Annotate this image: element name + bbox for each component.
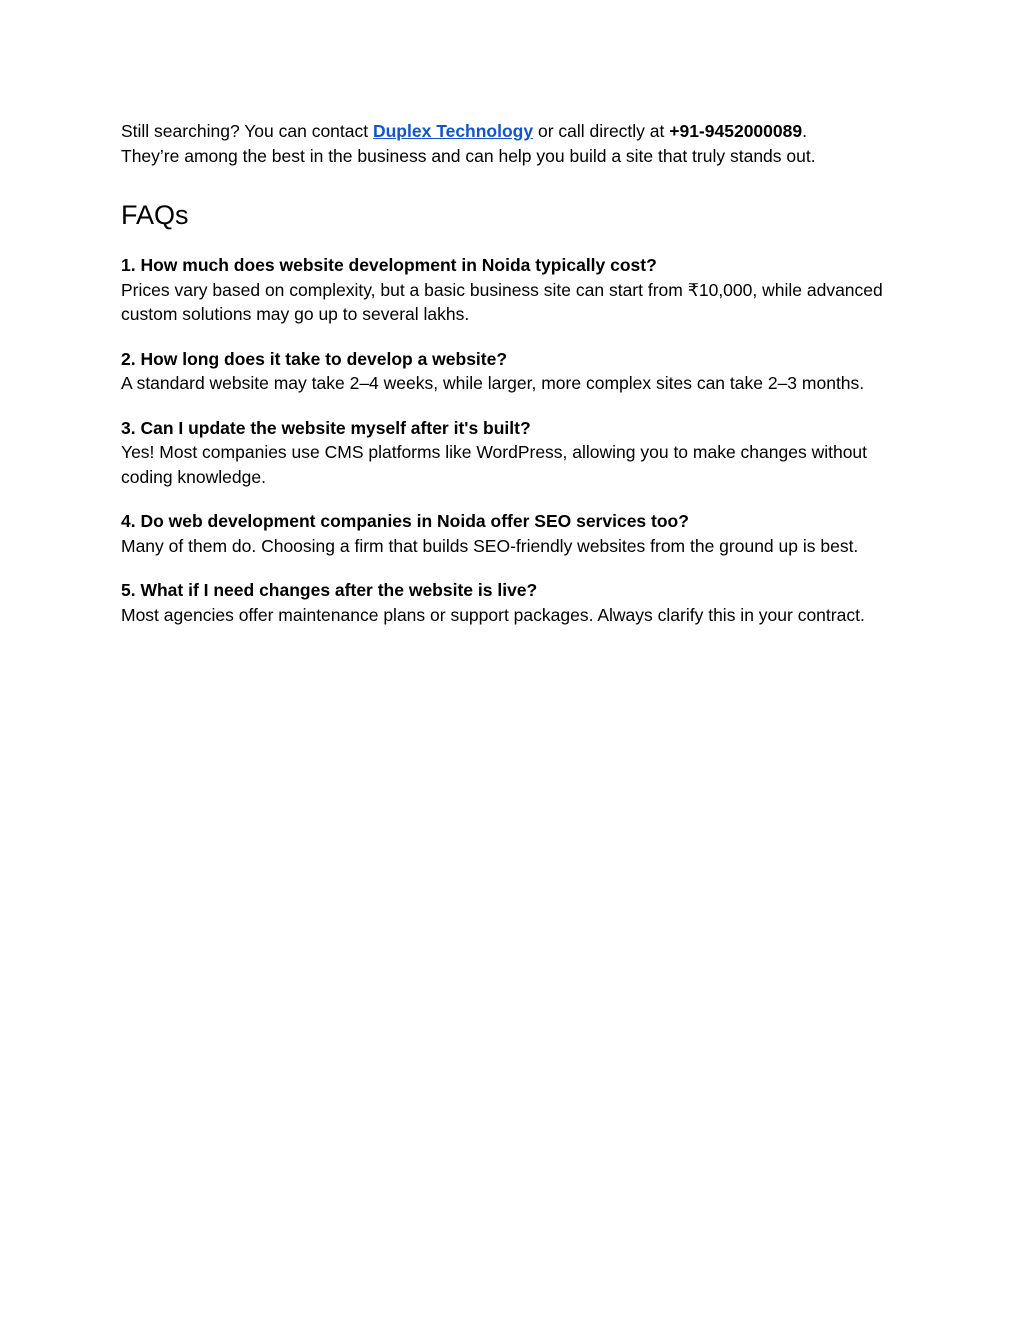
faq-list: [121, 253, 921, 647]
phone-number: +91-9452000089: [669, 121, 803, 141]
faq-item: [121, 416, 921, 490]
faq-answer: Yes! Most companies use CMS platforms like WordPress, allowing you to make changes without coding knowledge.: [121, 442, 868, 487]
intro-text-start: Still searching? You can contact: [121, 121, 373, 141]
faq-item: [121, 509, 921, 558]
intro-text-middle: or call directly at: [533, 121, 670, 141]
duplex-technology-link[interactable]: Duplex Technology: [372, 121, 534, 141]
faq-question: 4. Do web development companies in Noida offer SEO services too?: [121, 511, 689, 531]
intro-line-2: They’re among the best in the business and can help you build a site that truly stands out.: [121, 145, 816, 166]
faq-question: 5. What if I need changes after the website is live?: [121, 580, 538, 600]
faq-question: 1. How much does website development in Noida typically cost?: [121, 255, 657, 275]
document-page: [121, 119, 921, 625]
faq-item: [121, 253, 921, 327]
faqs-heading: FAQs: [121, 200, 189, 230]
faq-question: 2. How long does it take to develop a website?: [121, 348, 508, 369]
faq-answer: Most agencies offer maintenance plans or support packages. Always clarify this in your contract.: [121, 604, 865, 625]
faq-answer: Prices vary based on complexity, but a basic business site can start from ₹10,000, while advanced custom solutions may go up to several lakhs.: [121, 279, 883, 324]
faq-item: [121, 347, 921, 396]
faq-question: 3. Can I update the website myself after it's built?: [121, 417, 531, 438]
faq-answer: A standard website may take 2–4 weeks, while larger, more complex sites can take 2–3 months.: [121, 373, 865, 393]
intro-text-end: .: [802, 121, 807, 141]
faq-answer: Many of them do. Choosing a firm that builds SEO-friendly websites from the ground up is best.: [121, 535, 859, 556]
faq-item: [121, 578, 921, 627]
intro-paragraph: [121, 119, 921, 168]
